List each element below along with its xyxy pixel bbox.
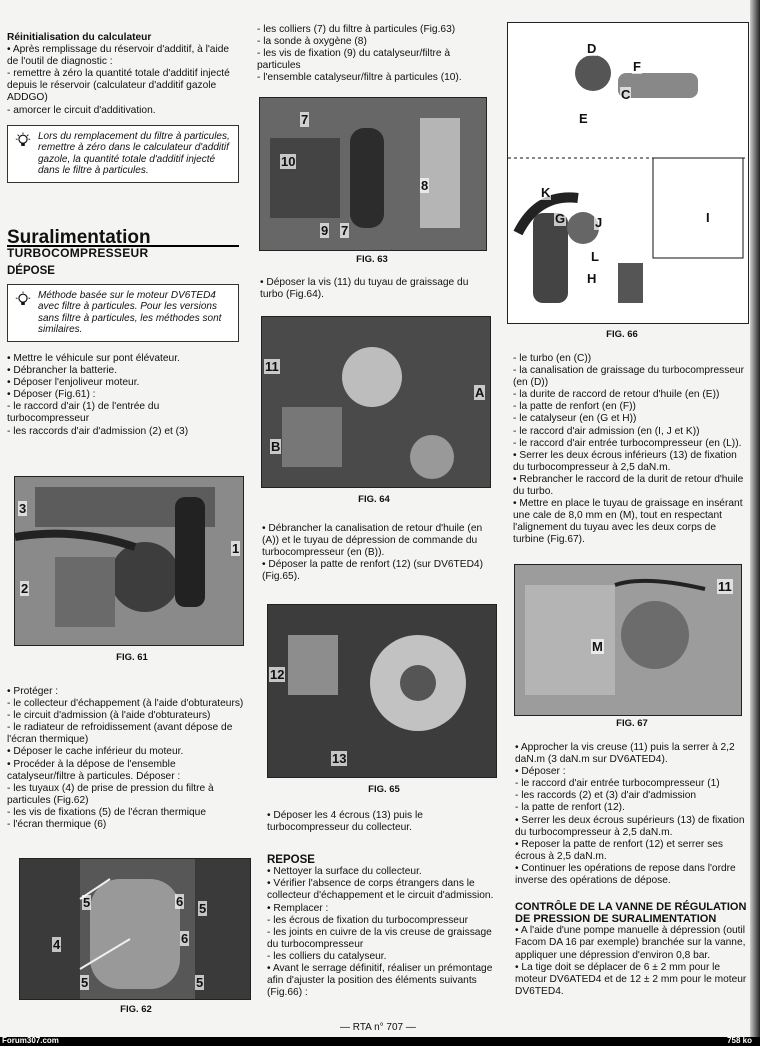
steps-list — [7, 353, 239, 438]
callout-2: 2 — [21, 581, 29, 596]
step: - les tuyaux (4) de prise de pression du filtre à particules (Fig.62) — [7, 782, 214, 806]
callout-8: 8 — [421, 178, 429, 193]
figure-67-caption: FIG. 67 — [616, 718, 648, 729]
step: - le radiateur de refroidissement (avant dépose de l'écran thermique) — [7, 722, 233, 746]
step: - la patte de renfort (12). — [515, 802, 625, 814]
footer-size: 758 ko — [727, 1036, 752, 1045]
turbo-shim-drawing — [515, 565, 741, 715]
subsection-title: TURBOCOMPRESSEUR — [7, 245, 149, 260]
depose-title: DÉPOSE — [7, 264, 55, 277]
figure-67-photo — [514, 564, 742, 716]
step: - les vis de fixation (9) du catalyseur/filtre à particules — [257, 48, 451, 72]
step: • Serrer les deux écrous inférieurs (13) de fixation du turbocompresseur à 2,5 daN.m. — [513, 449, 737, 473]
step: • Déposer : — [515, 766, 566, 778]
step: • Remplacer : — [267, 902, 329, 914]
step: - les joints en cuivre de la vis creuse de graissage du turbocompresseur — [267, 926, 492, 950]
callout-F: F — [633, 59, 641, 74]
step: • Déposer l'enjoliveur moteur. — [7, 377, 140, 389]
reinit-line: • Après remplissage du réservoir d'additif, à l'aide de l'outil de diagnostic : — [7, 44, 230, 68]
exploded-view-drawing — [508, 23, 748, 323]
lightbulb-icon — [14, 132, 32, 150]
callout-M: M — [592, 639, 603, 654]
lightbulb-icon — [14, 291, 32, 309]
step: - les raccords (2) et (3) d'air d'admission — [515, 790, 697, 802]
callout-5: 5 — [81, 975, 89, 990]
footer-site: Forum307.com — [2, 1036, 59, 1045]
step: - les colliers (7) du filtre à particules (Fig.63) — [257, 24, 456, 35]
step: • Nettoyer la surface du collecteur. — [267, 866, 422, 878]
callout-5: 5 — [83, 895, 91, 910]
step: • Vérifier l'absence de corps étrangers dans le collecteur d'échappement et le circuit d'admission. — [267, 878, 494, 902]
step: • Continuer les opérations de repose dans l'ordre inverse des opérations de dépose. — [515, 862, 736, 887]
filter-photo-drawing — [260, 98, 486, 250]
scan-edge — [750, 0, 760, 1046]
turbo-closeup-drawing — [268, 605, 496, 777]
callout-4: 4 — [53, 937, 61, 952]
step: - les colliers du catalyseur. — [267, 950, 387, 962]
step: • Déposer la vis (11) du tuyau de graissage du turbo (Fig.64). — [260, 277, 469, 301]
engine-photo-drawing — [15, 477, 243, 645]
step: • Déposer les 4 écrous (13) puis le turbocompresseur du collecteur. — [267, 810, 423, 834]
figure-66-diagram — [507, 22, 749, 324]
reinit-title: Réinitialisation du calculateur — [7, 32, 152, 43]
step: - l'écran thermique (6) — [7, 819, 107, 831]
step: • Rebrancher le raccord de la durit de retour d'huile du turbo. — [513, 473, 744, 498]
column-2-top — [257, 24, 489, 84]
step: • Déposer la patte de renfort (12) (sur DV6TED4) (Fig.65). — [262, 559, 483, 583]
column-1 — [7, 32, 239, 438]
callout-A: A — [475, 385, 485, 400]
figure-61-caption: FIG. 61 — [116, 652, 148, 663]
step: • La tige doit se déplacer de 6 ± 2 mm pour le moteur DV6ATED4 et de 12 ± 2 mm pour le moteur DV6TED4. — [515, 961, 747, 997]
step: - le collecteur d'échappement (à l'aide d'obturateurs) — [7, 698, 244, 710]
step: • Mettre en place le tuyau de graissage en insérant une cale de 8,0 mm en (M), tout en respectant l'alignement du tuyau avec les deux corps de turbine (Fig.67). — [513, 498, 743, 546]
engine-underside-drawing — [20, 859, 250, 999]
reinit-line: - amorcer le circuit d'additivation. — [7, 104, 156, 116]
column-2-bottom — [267, 810, 499, 999]
figure-65-photo — [267, 604, 497, 778]
figure-62-photo — [19, 858, 251, 1000]
step: - le turbo (en (C)) — [513, 353, 592, 364]
step: • Serrer les deux écrous supérieurs (13) de fixation du turbocompresseur à 2,5 daN.m. — [515, 814, 745, 838]
step: • Approcher la vis creuse (11) puis la serrer à 2,2 daN.m (3 daN.m sur DV6ATED4). — [515, 742, 735, 766]
callout-5: 5 — [199, 901, 207, 916]
step: • Reposer la patte de renfort (12) et serrer ses écrous à 2,5 daN.m. — [515, 838, 723, 862]
callout-E: E — [579, 111, 588, 126]
callout-6: 6 — [176, 894, 184, 909]
callout-K: K — [541, 185, 551, 200]
callout-10: 10 — [281, 154, 296, 169]
step: - le raccord d'air (1) de l'entrée du turbocompresseur — [7, 401, 160, 425]
callout-6: 6 — [181, 931, 189, 946]
control-title: CONTRÔLE DE LA VANNE DE RÉGULATION DE PRESSION DE SURALIMENTATION — [515, 901, 747, 926]
step: • Débrancher la batterie. — [7, 365, 118, 377]
step: • Protéger : — [7, 686, 59, 697]
callout-7: 7 — [341, 223, 349, 238]
step: - le raccord d'air entrée turbocompresseur (1) — [515, 778, 720, 790]
figure-65-caption: FIG. 65 — [368, 784, 400, 795]
step: - les écrous de fixation du turbocompresseur — [267, 914, 469, 926]
note-text: Lors du remplacement du filtre à particules, remettre à zéro dans le calculateur d'additif gazole, la quantité totale d'additif injecté dans le filtre à particules. — [38, 130, 230, 177]
step: - le raccord d'air admission (en (I, J et K)) — [513, 425, 700, 437]
step: • Déposer (Fig.61) : — [7, 389, 96, 401]
column-1-lower — [7, 686, 245, 831]
column-3-steps — [513, 353, 745, 547]
figure-66-caption: FIG. 66 — [606, 329, 638, 340]
callout-L: L — [591, 249, 599, 264]
callout-5: 5 — [196, 975, 204, 990]
step: - la patte de renfort (en (F)) — [513, 401, 636, 413]
callout-G: G — [555, 211, 566, 226]
callout-D: D — [587, 41, 597, 56]
callout-9: 9 — [321, 223, 329, 238]
page-number: — RTA n° 707 — — [340, 1022, 416, 1033]
step: - la durite de raccord de retour d'huile (en (E)) — [513, 389, 720, 401]
repose-title: REPOSE — [267, 854, 315, 867]
figure-62-caption: FIG. 62 — [120, 1004, 152, 1015]
column-2-steps65 — [262, 523, 494, 583]
callout-C: C — [621, 87, 631, 102]
figure-63-caption: FIG. 63 — [356, 254, 388, 265]
callout-12: 12 — [270, 667, 285, 682]
callout-11: 11 — [718, 579, 732, 594]
reinit-line: - remettre à zéro la quantité totale d'additif injecté depuis le réservoir (calculateur d'additif gazole ADDGO) — [7, 68, 230, 104]
step: - la canalisation de graissage du turbocompresseur (en (D)) — [513, 365, 745, 389]
step: - le catalyseur (en (G et H)) — [513, 413, 637, 425]
step: - les vis de fixations (5) de l'écran thermique — [7, 806, 206, 818]
figure-61-photo — [14, 476, 244, 646]
callout-7: 7 — [301, 112, 309, 127]
callout-J: J — [595, 215, 603, 230]
step: - le raccord d'air entrée turbocompresseur (en (L)). — [513, 437, 742, 449]
step: - les raccords d'air d'admission (2) et (3) — [7, 425, 189, 437]
column-2-step64 — [260, 277, 492, 301]
figure-64-caption: FIG. 64 — [358, 494, 390, 505]
step: • Procéder à la dépose de l'ensemble catalyseur/filtre à particules. Déposer : — [7, 758, 181, 782]
step: • Débrancher la canalisation de retour d'huile (en (A)) et le tuyau de dépression de commande du turbocompresseur (en (B)). — [262, 523, 483, 559]
note-text: Méthode basée sur le moteur DV6TED4 avec filtre à particules. Pour les versions sans filtre à particules, les méthodes sont similaires. — [38, 289, 222, 336]
step: • A l'aide d'une pompe manuelle à dépression (outil Facom DA 16 par exemple) branchée sur la vanne, appliquer une dépression d'environ 0,8 bar. — [515, 925, 746, 961]
callout-B: B — [271, 439, 281, 454]
step: - la sonde à oxygène (8) — [257, 36, 367, 48]
callout-13: 13 — [332, 751, 347, 766]
step: • Avant le serrage définitif, réaliser un prémontage afin d'ajuster la position des éléments suivants (Fig.66) : — [267, 963, 493, 999]
column-3-lower — [515, 742, 747, 998]
callout-H: H — [587, 271, 597, 286]
note-box-fap — [7, 125, 239, 183]
step: - le circuit d'admission (à l'aide d'obturateurs) — [7, 710, 211, 722]
section-title: Suralimentation — [7, 232, 239, 247]
step: • Mettre le véhicule sur pont élévateur. — [7, 352, 180, 364]
callout-3: 3 — [19, 501, 27, 516]
callout-11: 11 — [265, 359, 279, 374]
callout-I: I — [706, 210, 710, 225]
figure-63-photo — [259, 97, 487, 251]
footer-bar — [0, 1037, 760, 1046]
step: - l'ensemble catalyseur/filtre à particules (10). — [257, 72, 462, 84]
turbo-photo-drawing — [262, 317, 490, 487]
reinit-list — [7, 44, 239, 117]
note-box-method — [7, 284, 239, 342]
step: • Déposer le cache inférieur du moteur. — [7, 746, 184, 758]
callout-1: 1 — [232, 541, 240, 556]
figure-64-photo — [261, 316, 491, 488]
